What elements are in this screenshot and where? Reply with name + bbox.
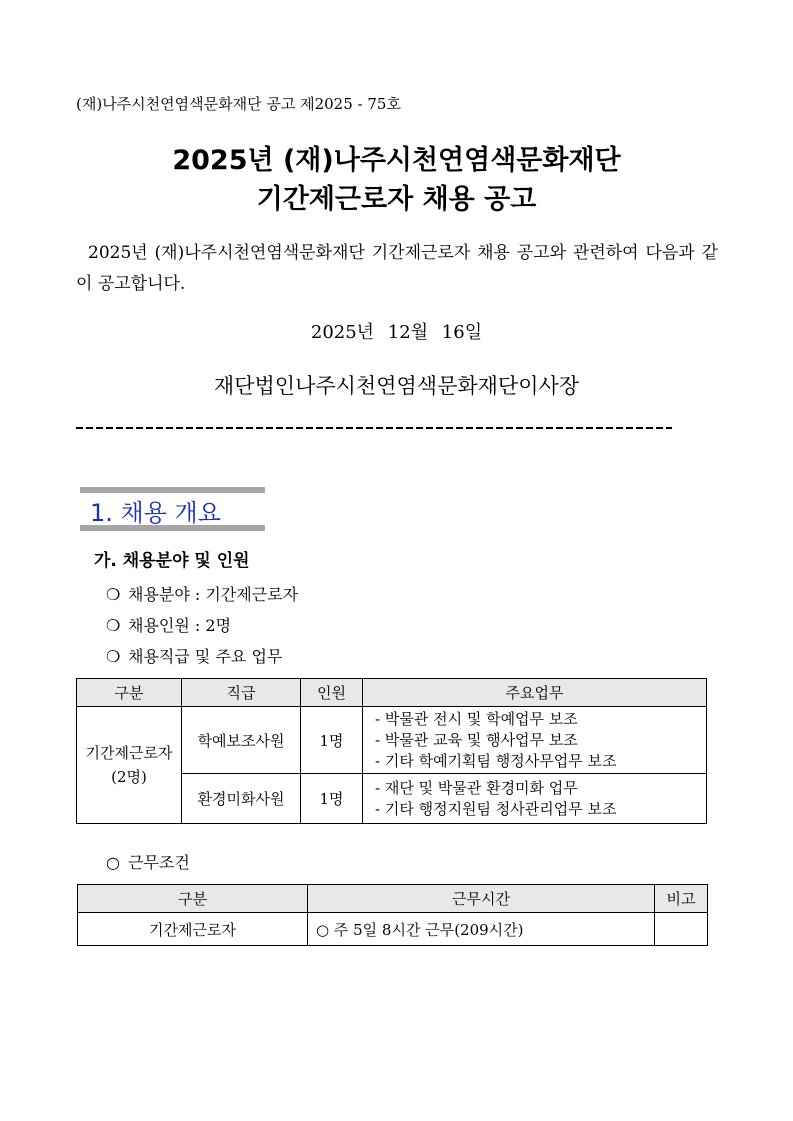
bullet-item: [106, 613, 231, 636]
duty-item: - 박물관 교육 및 행사업무 보조: [375, 730, 578, 749]
subsection-title: 가. 채용분야 및 인원: [94, 551, 250, 571]
bullet-marker: ❍: [106, 616, 121, 635]
divider-line: [76, 427, 672, 429]
duty-item: - 기타 학예기획팀 행정사무업무 보조: [375, 751, 617, 770]
bullet-marker: ❍: [106, 585, 121, 604]
bullet-text: 근무조건: [128, 853, 190, 872]
table-header: 구분: [78, 885, 308, 913]
bullet-text: 채용분야 : 기간제근로자: [128, 585, 299, 604]
duties-cell: [363, 707, 707, 774]
duty-item: - 기타 행정지원팀 청사관리업무 보조: [375, 799, 617, 818]
bullet-item-work-conditions: [106, 850, 190, 873]
hours-cell: ○ 주 5일 8시간 근무(209시간): [308, 913, 655, 946]
table-header-row: [78, 885, 708, 913]
table-header: 비고: [655, 885, 708, 913]
count-cell: 1명: [301, 774, 363, 824]
table-row: [78, 913, 708, 946]
table-header-row: [77, 679, 707, 707]
count-cell: 1명: [301, 707, 363, 774]
category-label: 기간제근로자: [85, 744, 173, 762]
bullet-item: [106, 582, 298, 605]
table-header: 주요업무: [363, 679, 707, 707]
notice-date: 2025년 12월 16일: [310, 322, 483, 343]
table-header: 구분: [77, 679, 182, 707]
bullet-marker: ○: [106, 853, 120, 872]
table-header: 직급: [182, 679, 301, 707]
duty-item: - 재단 및 박물관 환경미화 업무: [375, 778, 578, 797]
duties-cell: [363, 774, 707, 824]
issuer-name: 재단법인나주시천연염색문화재단이사장: [213, 374, 580, 398]
category-cell: [77, 707, 182, 824]
bullet-marker: ❍: [106, 647, 121, 666]
document-title-line2: 기간제근로자 채용 공고: [256, 184, 537, 215]
bullet-text: 채용직급 및 주요 업무: [128, 647, 283, 666]
table-row: [77, 707, 707, 774]
bullet-item: [106, 644, 282, 667]
work-conditions-table: [77, 884, 708, 946]
category-cell: 기간제근로자: [78, 913, 308, 946]
notice-number: (재)나주시천연염색문화재단 공고 제2025 - 75호: [76, 95, 401, 113]
rank-cell: 환경미화사원: [182, 774, 301, 824]
note-cell: [655, 913, 708, 946]
bullet-text: 채용인원 : 2명: [128, 616, 232, 635]
table-header: 인원: [301, 679, 363, 707]
intro-paragraph: 2025년 (재)나주시천연염색문화재단 기간제근로자 채용 공고와 관련하여 다음과 같이 공고합니다.: [76, 243, 718, 294]
table-header: 근무시간: [308, 885, 655, 913]
rank-cell: 학예보조사원: [182, 707, 301, 774]
duty-item: - 박물관 전시 및 학예업무 보조: [375, 709, 578, 728]
document-title-line1: 2025년 (재)나주시천연염색문화재단: [172, 145, 621, 176]
category-count: (2명): [111, 768, 147, 786]
section-title: 1. 채용 개요: [90, 499, 221, 527]
position-table: [76, 678, 707, 824]
